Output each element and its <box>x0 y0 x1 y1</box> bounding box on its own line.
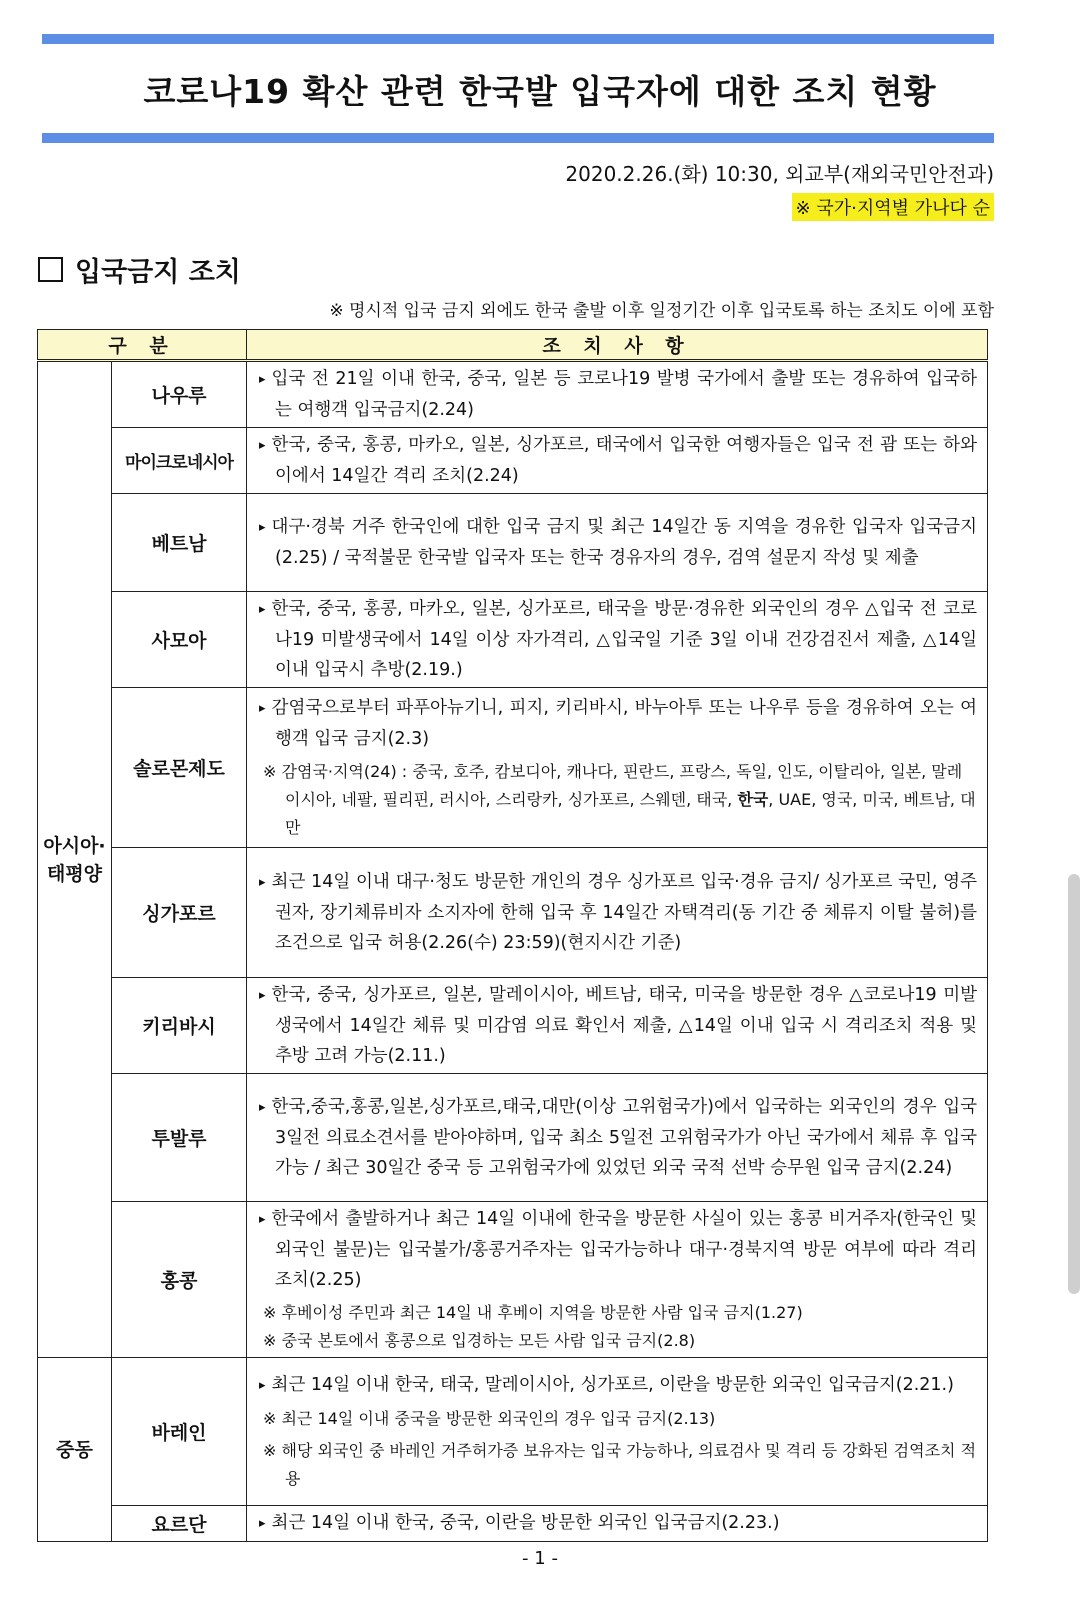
section-note: ※ 명시적 입국 금지 외에도 한국 출발 이후 일정기간 이후 입국토록 하는 조치도 이에 포함 <box>329 301 994 321</box>
country-cell: 바레인 <box>112 1358 247 1506</box>
bullet-icon: ▸ <box>259 1100 266 1115</box>
measure-cell: ▸ 한국, 중국, 싱가포르, 일본, 말레이시아, 베트남, 태국, 미국을 방문한 경우 △코로나19 미발생국에서 14일간 체류 및 미감염 의료 확인서 제출, △14일 이내 입국 시 격리조치 적용 및 추방 고려 가능(2.11.) <box>247 978 988 1074</box>
region-middle-east: 중동 <box>38 1358 112 1542</box>
page-number: - 1 - <box>522 1548 558 1569</box>
table-row <box>38 1074 988 1202</box>
header-measures: 조 치 사 항 <box>247 330 988 361</box>
document-date: 2020.2.26.(화) 10:30, 외교부(재외국민안전과) <box>565 162 994 186</box>
bullet-icon: ▸ <box>259 602 266 617</box>
section-title: 입국금지 조치 <box>75 257 241 288</box>
table-row <box>38 978 988 1074</box>
country-cell: 키리바시 <box>112 978 247 1074</box>
measure-cell: ▸ 한국, 중국, 홍콩, 마카오, 일본, 싱가포르, 태국을 방문·경유한 외국인의 경우 △입국 전 코로나19 미발생국에서 14일 이상 자가격리, △입국일 기준 3일 이내 건강검진서 제출, △14일 이내 입국시 추방(2.19.) <box>247 592 988 688</box>
bullet-icon: ▸ <box>259 1516 266 1531</box>
scrollbar[interactable] <box>1068 874 1080 1294</box>
table-row <box>38 1358 988 1506</box>
country-cell: 마이크로네시아 <box>112 428 247 494</box>
note-text: ※ 감염국·지역(24) : 중국, 호주, 캄보디아, 캐나다, 핀란드, 프랑스, 독일, 인도, 이탈리아, 일본, 말레이시아, 네팔, 필리핀, 러시아, 스리랑카, 싱가포르, 스웨덴, 태국, 한국, UAE, 영국, 미국, 베트남, 대만 <box>263 762 976 837</box>
measure-cell: ▸ 최근 14일 이내 한국, 태국, 말레이시아, 싱가포르, 이란을 방문한 외국인 입국금지(2.21.) ※ 최근 14일 이내 중국을 방문한 외국인의 경우 입국 금지(2.13) ※ 해당 외국인 중 바레인 거주허가증 보유자는 입국 가능하나, 의료검사 및 격리 등 강화된 검역조치 적용 <box>247 1358 988 1506</box>
table-row <box>38 361 988 428</box>
region-asia-pacific: 아시아·태평양 <box>38 361 112 1358</box>
measure-cell: ▸ 한국,중국,홍콩,일본,싱가포르,태국,대만(이상 고위험국가)에서 입국하는 외국인의 경우 입국 3일전 의료소견서를 받아야하며, 입국 최소 5일전 고위험국가가 아닌 국가에서 체류 후 입국 가능 / 최근 30일간 중국 등 고위험국가에 있었던 외국 국적 선박 승무원 입국 금지(2.24) <box>247 1074 988 1202</box>
checkbox-icon <box>38 257 63 282</box>
header-category: 구 분 <box>38 330 247 361</box>
country-cell: 솔로몬제도 <box>112 688 247 848</box>
table-row <box>38 592 988 688</box>
note-text: ※ 최근 14일 이내 중국을 방문한 외국인의 경우 입국 금지(2.13) <box>263 1409 716 1428</box>
country-cell: 요르단 <box>112 1506 247 1542</box>
bullet-icon: ▸ <box>259 1212 266 1227</box>
bullet-icon: ▸ <box>259 520 266 535</box>
measure-cell: ▸ 한국에서 출발하거나 최근 14일 이내에 한국을 방문한 사실이 있는 홍콩 비거주자(한국인 및 외국인 불문)는 입국불가/홍콩거주자는 입국가능하나 대구·경북지역 방문 여부에 따라 격리 조치(2.25) ※ 후베이성 주민과 최근 14일 내 후베이 지역을 방문한 사람 입국 금지(1.27) ※ 중국 본토에서 홍콩으로 입경하는 모든 사람 입국 금지(2.8) <box>247 1202 988 1358</box>
note-text: ※ 후베이성 주민과 최근 14일 내 후베이 지역을 방문한 사람 입국 금지(1.27) <box>263 1303 803 1322</box>
measure-cell: ▸ 대구·경북 거주 한국인에 대한 입국 금지 및 최근 14일간 동 지역을 경유한 입국자 입국금지(2.25) / 국적불문 한국발 입국자 또는 한국 경유자의 경우, 검역 설문지 작성 및 제출 <box>247 494 988 592</box>
country-cell: 나우루 <box>112 361 247 428</box>
note-text: ※ 해당 외국인 중 바레인 거주허가증 보유자는 입국 가능하나, 의료검사 및 격리 등 강화된 검역조치 적용 <box>263 1441 977 1488</box>
document-title: 코로나19 확산 관련 한국발 입국자에 대한 조치 현황 <box>143 72 937 111</box>
bullet-icon: ▸ <box>259 438 266 453</box>
bullet-icon: ▸ <box>259 875 266 890</box>
table-row <box>38 848 988 978</box>
country-cell: 투발루 <box>112 1074 247 1202</box>
bullet-icon: ▸ <box>259 701 266 716</box>
table-header-row <box>38 330 988 361</box>
section-heading <box>38 250 241 289</box>
measure-cell: ▸ 최근 14일 이내 한국, 중국, 이란을 방문한 외국인 입국금지(2.23.) <box>247 1506 988 1542</box>
table-row <box>38 494 988 592</box>
measure-cell: ▸ 최근 14일 이내 대구·청도 방문한 개인의 경우 싱가포르 입국·경유 금지/ 싱가포르 국민, 영주권자, 장기체류비자 소지자에 한해 입국 후 14일간 자택격리(동 기간 중 체류지 이탈 불허)를 조건으로 입국 허용(2.26(수) 23:59)(현지시간 기준) <box>247 848 988 978</box>
measure-cell: ▸ 한국, 중국, 홍콩, 마카오, 일본, 싱가포르, 태국에서 입국한 여행자들은 입국 전 괌 또는 하와이에서 14일간 격리 조치(2.24) <box>247 428 988 494</box>
country-cell: 홍콩 <box>112 1202 247 1358</box>
title-divider-bar <box>42 133 994 143</box>
country-cell: 사모아 <box>112 592 247 688</box>
table-row <box>38 1202 988 1358</box>
measure-cell: ▸ 감염국으로부터 파푸아뉴기니, 피지, 키리바시, 바누아투 또는 나우루 등을 경유하여 오는 여행객 입국 금지(2.3) ※ 감염국·지역(24) : 중국, 호주, 캄보디아, 캐나다, 핀란드, 프랑스, 독일, 인도, 이탈리아, 일본, 말레이시아, 네팔, 필리핀, 러시아, 스리랑카, 싱가포르, 스웨덴, 태국, 한국, UAE, 영국, 미국, 베트남, 대만 <box>247 688 988 848</box>
order-note: ※ 국가·지역별 가나다 순 <box>792 193 994 221</box>
bullet-icon: ▸ <box>259 988 266 1003</box>
table-row <box>38 688 988 848</box>
country-cell: 싱가포르 <box>112 848 247 978</box>
table-row <box>38 1506 988 1542</box>
table-row <box>38 428 988 494</box>
top-divider-bar <box>42 34 994 44</box>
measure-cell: ▸ 입국 전 21일 이내 한국, 중국, 일본 등 코로나19 발병 국가에서 출발 또는 경유하여 입국하는 여행객 입국금지(2.24) <box>247 361 988 428</box>
measures-table <box>37 329 988 1542</box>
bullet-icon: ▸ <box>259 1378 266 1393</box>
bullet-icon: ▸ <box>259 372 266 387</box>
country-cell: 베트남 <box>112 494 247 592</box>
note-text: ※ 중국 본토에서 홍콩으로 입경하는 모든 사람 입국 금지(2.8) <box>263 1331 696 1350</box>
